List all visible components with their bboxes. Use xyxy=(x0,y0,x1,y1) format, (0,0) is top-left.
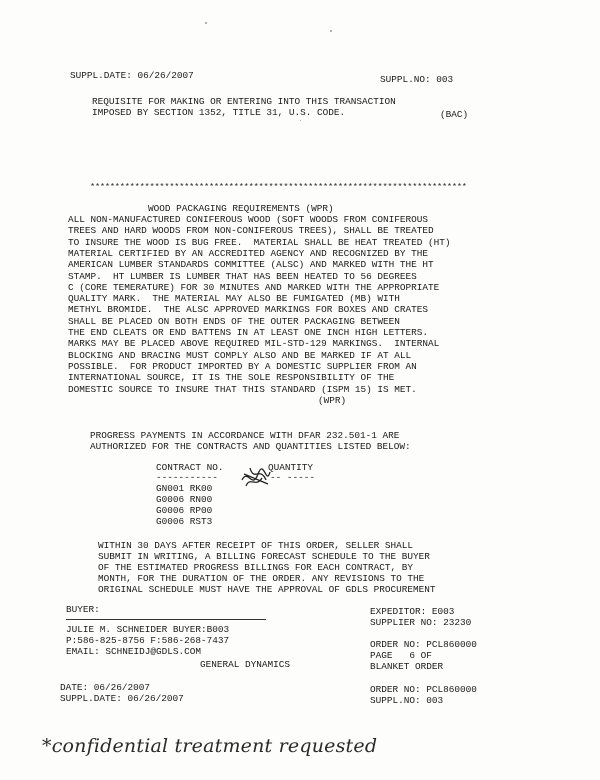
wpr-line: BLOCKING AND BRACING MUST COMPLY ALSO AND BE MARKED IF AT ALL xyxy=(68,349,412,361)
billing-line: MONTH, FOR THE DURATION OF THE ORDER. ANY REVISIONS TO THE xyxy=(98,573,425,584)
scan-speck xyxy=(205,22,207,24)
wpr-line: MARKS MAY BE PLACED ABOVE REQUIRED MIL-STD-129 MARKINGS. INTERNAL xyxy=(68,338,440,350)
wpr-line: ALL NON-MANUFACTURED CONIFEROUS WOOD (SOFT WOODS FROM CONIFEROUS xyxy=(68,214,429,225)
scan-speck xyxy=(300,120,301,121)
wpr-line: TREES AND HARD WOODS FROM NON-CONIFEROUS TREES), SHALL BE TREATED xyxy=(68,225,434,237)
billing-line: ORIGINAL SCHEDULE MUST HAVE THE APPROVAL OF GDLS PROCUREMENT xyxy=(98,584,436,595)
progress-line-1: PROGRESS PAYMENTS IN ACCORDANCE WITH DFAR 232.501-1 ARE xyxy=(90,430,400,441)
wpr-line: DOMESTIC SOURCE TO INSURE THAT THIS STANDARD (ISPM 15) IS MET. xyxy=(68,383,417,395)
requisite-line-2: IMPOSED BY SECTION 1352, TITLE 31, U.S. CODE. xyxy=(92,107,346,118)
footer-suppl-date: SUPPL.DATE: 06/26/2007 xyxy=(60,693,184,704)
buyer-label: BUYER: xyxy=(66,604,100,615)
wpr-line: INTERNATIONAL SOURCE, IT IS THE SOLE RESPONSIBILITY OF THE xyxy=(68,372,395,384)
footer-date: DATE: 06/26/2007 xyxy=(60,682,151,693)
buyer-signature-line xyxy=(66,619,266,620)
wpr-line: C (CORE TEMERATURE) FOR 30 MINUTES AND MARKED WITH THE APPROPRIATE xyxy=(68,281,440,293)
wpr-line: AMERICAN LUMBER STANDARDS COMMITTEE (ALSC) AND MARKED WITH THE HT xyxy=(68,259,434,271)
expeditor: EXPEDITOR: E003 xyxy=(370,606,455,617)
wpr-line: STAMP. HT LUMBER IS LUMBER THAT HAS BEEN HEATED TO 56 DEGREES xyxy=(68,270,417,282)
bac-tag: (BAC) xyxy=(440,109,469,120)
billing-line: SUBMIT IN WRITING, A BILLING FORECAST SCHEDULE TO THE BUYER xyxy=(98,551,430,562)
order-no: ORDER NO: PCL860000 xyxy=(370,639,477,650)
wpr-title: WOOD PACKAGING REQUIREMENTS (WPR) xyxy=(148,203,334,214)
col-header-contract: CONTRACT NO. xyxy=(156,462,224,473)
footer-suppl-no: SUPPL.NO: 003 xyxy=(370,695,444,706)
wpr-line: TO INSURE THE WOOD IS BUG FREE. MATERIAL SHALL BE HEAT TREATED (HT) xyxy=(68,236,451,248)
wpr-line: SHALL BE PLACED ON BOTH ENDS OF THE OUTER PACKAGING BETWEEN xyxy=(68,315,400,327)
scan-speck xyxy=(330,30,332,32)
scribble-mark-icon xyxy=(238,462,278,494)
contract-row: G0006 RN00 xyxy=(156,494,213,505)
wpr-end-tag: (WPR) xyxy=(318,395,347,406)
blanket-order: BLANKET ORDER xyxy=(370,661,444,672)
contract-row: GN001 RK00 xyxy=(156,483,213,494)
wpr-line: METHYL BROMIDE. THE ALSC APPROVED MARKINGS FOR BOXES AND CRATES xyxy=(68,304,429,316)
col-underline-contract: ----------- xyxy=(156,472,218,483)
buyer-email: EMAIL: SCHNEIDJ@GDLS.COM xyxy=(66,646,202,657)
wpr-line: MATERIAL CERTIFIED BY AN ACCREDITED AGENCY AND RECOGNIZED BY THE xyxy=(68,247,429,259)
wpr-line: THE END CLEATS OR END BATTENS IN AT LEAST ONE INCH HIGH LETTERS. xyxy=(68,327,429,338)
buyer-phone: P:586-825-8756 F:586-268-7437 xyxy=(66,635,230,646)
col-underline-quantity: -- ----- xyxy=(270,472,316,483)
company-name: GENERAL DYNAMICS xyxy=(200,659,291,670)
requisite-line-1: REQUISITE FOR MAKING OR ENTERING INTO THIS TRANSACTION xyxy=(92,96,396,107)
asterisk-separator: **************************************************************************** xyxy=(90,182,467,192)
header-suppl-no: SUPPL.NO: 003 xyxy=(380,74,454,85)
header-suppl-date: SUPPL.DATE: 06/26/2007 xyxy=(70,70,194,81)
buyer-name: JULIE M. SCHNEIDER BUYER:B003 xyxy=(66,624,230,635)
supplier-no: SUPPLIER NO: 23230 xyxy=(370,617,472,628)
handwritten-confidential-note: *confidential treatment requested xyxy=(42,735,378,757)
billing-line: WITHIN 30 DAYS AFTER RECEIPT OF THIS ORDER, SELLER SHALL xyxy=(98,540,414,551)
contract-row: G0006 RST3 xyxy=(156,516,213,527)
progress-line-2: AUTHORIZED FOR THE CONTRACTS AND QUANTITIES LISTED BELOW: xyxy=(90,441,411,452)
wpr-line: QUALITY MARK. THE MATERIAL MAY ALSO BE FUMIGATED (MB) WITH xyxy=(68,293,400,305)
col-header-quantity: QUANTITY xyxy=(268,462,314,473)
billing-line: OF THE ESTIMATED PROGRESS BILLINGS FOR EACH CONTRACT, BY xyxy=(98,562,414,573)
page-number: PAGE 6 OF xyxy=(370,650,432,661)
order-no-2: ORDER NO: PCL860000 xyxy=(370,684,477,695)
wpr-line: POSSIBLE. FOR PRODUCT IMPORTED BY A DOMESTIC SUPPLIER FROM AN xyxy=(68,360,417,372)
contract-row: G0006 RP00 xyxy=(156,505,213,516)
